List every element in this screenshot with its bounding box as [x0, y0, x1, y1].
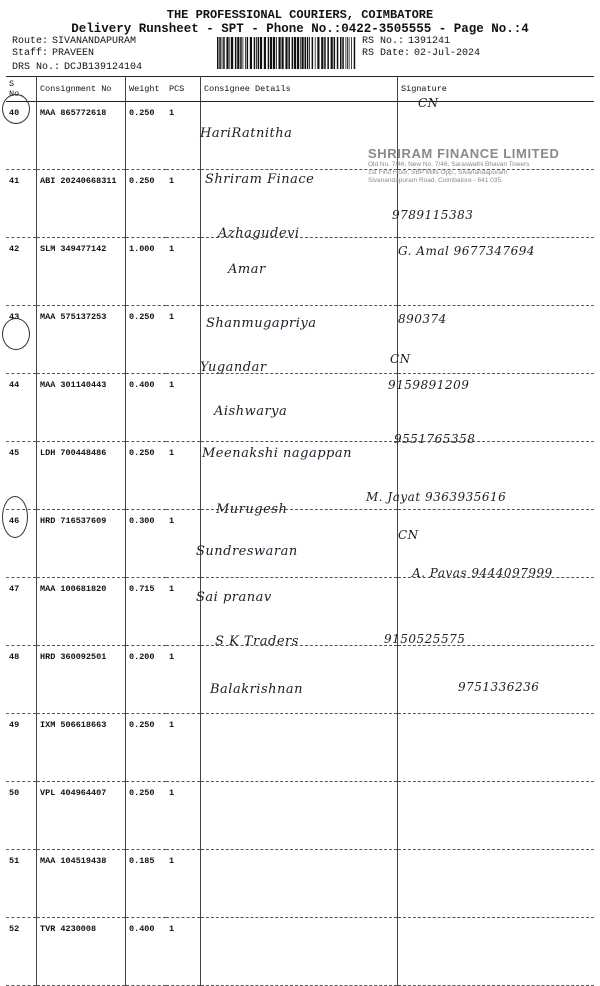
row-pcs: 1 [166, 578, 201, 646]
barcode [216, 37, 356, 69]
drs-value: DCJB139124104 [64, 62, 143, 73]
row-weight: 0.300 [126, 510, 167, 578]
row-pcs: 1 [166, 442, 201, 510]
row-signature-cell [398, 714, 595, 782]
row-consignment-no: HRD 716537609 [37, 510, 126, 578]
signature-mark: 890374 [398, 312, 447, 326]
row-consignment-no: SLM 349477142 [37, 238, 126, 306]
col-consignment: Consignment No [37, 77, 126, 102]
signature-mark: CN [390, 352, 411, 366]
barcode-bar [250, 37, 252, 69]
delivery-table [6, 76, 594, 986]
barcode-bar [309, 37, 310, 69]
row-sno: 47 [6, 578, 37, 646]
consignee-name: Balakrishnan [210, 682, 304, 697]
company-title: THE PROFESSIONAL COURIERS, COIMBATORE [166, 8, 434, 22]
row-weight: 0.250 [126, 170, 167, 238]
stamp-address-3: Sivanandapuram Road, Coimbatore - 641 035. [368, 177, 503, 184]
staff-label: Staff: [12, 48, 49, 59]
row-sno: 40 [6, 102, 37, 170]
row-pcs: 1 [166, 782, 201, 850]
col-weight: Weight [126, 77, 167, 102]
row-signature-cell [398, 918, 595, 986]
barcode-bar [302, 37, 304, 69]
table-row [6, 374, 594, 442]
row-consignee-cell [201, 646, 398, 714]
barcode-bar [256, 37, 257, 69]
barcode-bar [307, 37, 309, 69]
row-consignment-no: VPL 404964407 [37, 782, 126, 850]
barcode-bar [219, 37, 221, 69]
col-consignee: Consignee Details [201, 77, 398, 102]
row-weight: 0.715 [126, 578, 167, 646]
barcode-bar [243, 37, 244, 69]
barcode-bar [268, 37, 270, 69]
col-signature: Signature [398, 77, 595, 102]
barcode-bar [349, 37, 350, 69]
barcode-bar [279, 37, 281, 69]
signature-mark: 9751336236 [458, 680, 540, 694]
signature-mark: 9789115383 [392, 208, 474, 222]
row-sno: 43 [6, 306, 37, 374]
table-row [6, 714, 594, 782]
signature-mark: G. Amal 9677347694 [398, 244, 535, 258]
barcode-bar [237, 37, 239, 69]
consignee-name: Sundreswaran [196, 544, 298, 559]
barcode-bar [324, 37, 326, 69]
barcode-bar [217, 37, 219, 69]
row-sno: 42 [6, 238, 37, 306]
barcode-bar [315, 37, 316, 69]
row-signature-cell [398, 782, 595, 850]
barcode-bar [346, 37, 347, 69]
barcode-bar [245, 37, 246, 69]
row-weight: 0.250 [126, 442, 167, 510]
stamp-name: SHRIRAM FINANCE LIMITED [368, 146, 560, 161]
row-consignee-cell [201, 782, 398, 850]
barcode-bar [288, 37, 290, 69]
consignee-name: Meenakshi nagappan [202, 446, 352, 461]
row-weight: 0.400 [126, 918, 167, 986]
row-consignment-no: MAA 865772618 [37, 102, 126, 170]
barcode-bar [254, 37, 256, 69]
barcode-bar [347, 37, 348, 69]
consignee-name: Sai pranav [196, 590, 272, 605]
row-consignee-cell [201, 850, 398, 918]
row-consignment-no: ABI 20240668311 [37, 170, 126, 238]
row-consignment-no: IXM 506618663 [37, 714, 126, 782]
barcode-bar [229, 37, 230, 69]
row-sno: 45 [6, 442, 37, 510]
col-sno: S No. [6, 77, 37, 102]
consignee-name: Amar [228, 262, 266, 277]
consignee-name: Shriram Finace [205, 172, 315, 187]
row-sno: 44 [6, 374, 37, 442]
col-pcs: PCS [166, 77, 201, 102]
barcode-bar [305, 37, 307, 69]
barcode-bar [312, 37, 314, 69]
barcode-bar [270, 37, 272, 69]
barcode-bar [240, 37, 242, 69]
barcode-bar [247, 37, 249, 69]
barcode-bar [337, 37, 339, 69]
route-staff-block [12, 36, 142, 74]
barcode-bar [260, 37, 262, 69]
stamp-address-2: 1st First Floor, SBP Mills Opp., Sivanandapuram [368, 169, 508, 176]
row-consignment-no: MAA 104519438 [37, 850, 126, 918]
barcode-bar [342, 37, 344, 69]
table-body [6, 102, 594, 986]
barcode-bar [334, 37, 336, 69]
row-weight: 0.200 [126, 646, 167, 714]
consignee-name: S K Traders [215, 634, 299, 649]
row-sno: 52 [6, 918, 37, 986]
row-sno: 48 [6, 646, 37, 714]
company-stamp [368, 146, 573, 190]
row-sno: 51 [6, 850, 37, 918]
signature-mark: A. Pavas 9444097999 [412, 566, 553, 580]
barcode-bar [222, 37, 223, 69]
rs-no-value: 1391241 [408, 36, 451, 47]
row-consignment-no: MAA 301140443 [37, 374, 126, 442]
barcode-bar [321, 37, 323, 69]
barcode-bar [282, 37, 284, 69]
row-pcs: 1 [166, 918, 201, 986]
barcode-bar [292, 37, 294, 69]
row-weight: 0.185 [126, 850, 167, 918]
consignee-name: Azhagudevi [218, 226, 300, 241]
table-row [6, 782, 594, 850]
row-weight: 0.250 [126, 714, 167, 782]
table-row [6, 850, 594, 918]
barcode-bar [331, 37, 333, 69]
signature-mark: 9551765358 [394, 432, 476, 446]
signature-mark: CN [418, 96, 439, 110]
table-row [6, 578, 594, 646]
staff-value: PRAVEEN [52, 48, 95, 59]
row-pcs: 1 [166, 170, 201, 238]
runsheet-subtitle: Delivery Runsheet - SPT - Phone No.:0422-3505555 - Page No.:4 [71, 22, 529, 36]
barcode-bar [351, 37, 352, 69]
barcode-bar [300, 37, 301, 69]
row-pcs: 1 [166, 374, 201, 442]
route-label: Route: [12, 36, 49, 47]
barcode-bar [340, 37, 342, 69]
rs-date-value: 02-Jul-2024 [414, 48, 481, 59]
signature-mark: 9159891209 [388, 378, 470, 392]
signature-mark: 9150525575 [384, 632, 466, 646]
rs-no-label: RS No.: [362, 36, 405, 47]
barcode-bar [294, 37, 296, 69]
barcode-bar [276, 37, 277, 69]
consignee-name: Murugesh [216, 502, 288, 517]
barcode-bar [223, 37, 225, 69]
circle-mark-40 [2, 94, 30, 124]
consignee-name: Yugandar [200, 360, 267, 375]
row-consignment-no: MAA 100681820 [37, 578, 126, 646]
row-weight: 1.000 [126, 238, 167, 306]
barcode-bar [226, 37, 228, 69]
table-row [6, 918, 594, 986]
consignee-name: Aishwarya [214, 404, 288, 419]
row-weight: 0.250 [126, 102, 167, 170]
consignee-name: Shanmugapriya [206, 316, 317, 331]
barcode-bar [285, 37, 287, 69]
consignee-name: HariRatnitha [200, 126, 293, 141]
row-weight: 0.250 [126, 306, 167, 374]
barcode-bar [235, 37, 237, 69]
rs-date-label: RS Date: [362, 48, 411, 59]
row-sno: 41 [6, 170, 37, 238]
row-pcs: 1 [166, 510, 201, 578]
row-pcs: 1 [166, 850, 201, 918]
barcode-bar [231, 37, 233, 69]
barcode-bar [327, 37, 329, 69]
row-pcs: 1 [166, 306, 201, 374]
row-consignment-no: TVR 4230008 [37, 918, 126, 986]
row-sno: 50 [6, 782, 37, 850]
route-value: SIVANANDAPURAM [52, 36, 137, 47]
row-pcs: 1 [166, 102, 201, 170]
row-consignment-no: HRD 360092501 [37, 646, 126, 714]
barcode-bar [258, 37, 260, 69]
row-signature-cell [398, 850, 595, 918]
stamp-address-1: Old No. 7/46, New No. 7/46, Saraswathi Bhavan Towers [368, 161, 530, 168]
row-consignee-cell [201, 918, 398, 986]
signature-mark: CN [398, 528, 419, 542]
barcode-bar [273, 37, 275, 69]
barcode-bar [264, 37, 266, 69]
row-consignment-no: MAA 575137253 [37, 306, 126, 374]
drs-label: DRS No.: [12, 62, 61, 73]
barcode-bar [354, 37, 356, 69]
row-pcs: 1 [166, 714, 201, 782]
row-consignment-no: LDH 700448486 [37, 442, 126, 510]
row-consignee-cell [201, 714, 398, 782]
circle-mark-45 [2, 318, 30, 350]
row-sno: 46 [6, 510, 37, 578]
rs-info-block [362, 36, 480, 60]
barcode-bar [297, 37, 299, 69]
row-weight: 0.400 [126, 374, 167, 442]
row-weight: 0.250 [126, 782, 167, 850]
barcode-bar [317, 37, 319, 69]
circle-mark-49 [2, 496, 28, 538]
table-header-row [6, 77, 594, 102]
row-pcs: 1 [166, 646, 201, 714]
signature-mark: M. Jayat 9363935616 [366, 490, 507, 504]
row-pcs: 1 [166, 238, 201, 306]
row-sno: 49 [6, 714, 37, 782]
